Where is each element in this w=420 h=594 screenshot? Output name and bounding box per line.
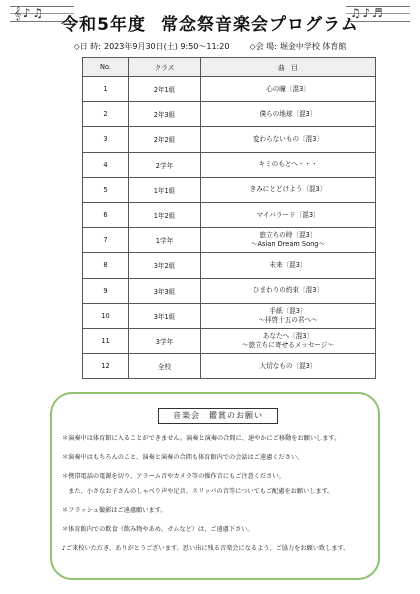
event-info	[0, 41, 420, 52]
table-header-row	[83, 58, 376, 77]
program-song	[201, 228, 376, 253]
table-row	[83, 177, 376, 202]
song-title-line: ～Asian Dream Song～	[250, 240, 326, 249]
program-table	[82, 57, 376, 379]
notice-item: ＊演奏中は体育館に入ることができません。演奏と演奏の合間に、速やかにご移動をお願いします。	[62, 435, 341, 442]
song-title-line: あなたへ〔混3〕	[262, 331, 314, 340]
song-title-line: ひまわりの約束〔混3〕	[252, 286, 324, 295]
song-title-line: ～拝啓十五の君へ～	[258, 315, 318, 324]
table-row	[83, 127, 376, 152]
page-title	[0, 10, 420, 35]
song-title-line: マイバラード〔混3〕	[256, 210, 320, 219]
table-row	[83, 77, 376, 102]
place-label: ◇会 場:	[249, 42, 277, 51]
program-number: 3	[83, 127, 129, 152]
date-value: 2023年9月30日(土) 9:50～11:20	[104, 42, 230, 51]
table-row	[83, 303, 376, 328]
table-row	[83, 102, 376, 127]
date-label: ◇日 時:	[73, 42, 101, 51]
song-title-line: キミのもとへ・・・	[258, 160, 318, 169]
table-row	[83, 354, 376, 379]
song-title-line: 僕らの地球〔混3〕	[259, 109, 317, 118]
song-title-line: 大切なもの〔混3〕	[259, 361, 317, 370]
notice-title: 音楽会 鑑賞のお願い	[158, 408, 278, 424]
program-number: 6	[83, 202, 129, 227]
program-song	[201, 177, 376, 202]
program-song	[201, 328, 376, 353]
program-number: 4	[83, 152, 129, 177]
notice-item: ＊体育館内での飲食（飲み物やあめ、ガムなど）は、ご遠慮下さい。	[62, 526, 254, 533]
program-song	[201, 354, 376, 379]
notice-list	[62, 434, 376, 563]
program-class: 1年2組	[129, 202, 201, 227]
table-row	[83, 253, 376, 278]
song-title-line: 心の瞳〔混3〕	[266, 84, 310, 93]
notice-item: ＊フラッシュ撮影はご遠慮願います。	[62, 507, 167, 514]
program-number: 11	[83, 328, 129, 353]
song-title-line: きみにとどけよう〔混3〕	[249, 185, 327, 194]
program-number: 2	[83, 102, 129, 127]
song-title-line: 旅立ちの時〔混3〕	[259, 231, 317, 240]
place-value: 堀金中学校 体育館	[279, 42, 347, 51]
program-number: 5	[83, 177, 129, 202]
program-song	[201, 253, 376, 278]
program-number: 12	[83, 354, 129, 379]
notice-box	[50, 392, 380, 580]
program-number: 8	[83, 253, 129, 278]
notice-item: ＊携帯電話の電源を切り、アラーム音やカメラ等の操作音にもご注意ください。	[62, 473, 285, 480]
date-row	[74, 41, 230, 52]
program-class: 3年3組	[129, 278, 201, 303]
title-event: 常念祭音楽会プログラム	[160, 15, 359, 35]
song-title-line: 手紙〔混3〕	[269, 306, 307, 315]
program-song	[201, 127, 376, 152]
song-title-line: 変わらないもの〔混3〕	[252, 134, 324, 143]
program-class: 3年2組	[129, 253, 201, 278]
place-row	[249, 41, 346, 52]
program-song	[201, 152, 376, 177]
program-song	[201, 77, 376, 102]
program-song	[201, 202, 376, 227]
notice-item: ♪ご来校いただき、ありがとうございます。思い出に残る音楽会になるよう、ご協力をお願い致します。	[62, 545, 350, 552]
table-row	[83, 152, 376, 177]
table-row	[83, 228, 376, 253]
program-number: 1	[83, 77, 129, 102]
program-class: 全校	[129, 354, 201, 379]
title-year: 令和5年度	[61, 15, 147, 35]
program-number: 10	[83, 303, 129, 328]
table-row	[83, 278, 376, 303]
music-note-icon: 𝄞 ♪ ♫	[14, 6, 43, 20]
column-header-song: 曲 目	[201, 58, 376, 77]
program-song	[201, 303, 376, 328]
notice-item: また、小さなお子さんのしゃべり声や足音、スリッパの音等についてもご配慮をお願いします。	[62, 488, 334, 495]
program-class: 3学年	[129, 328, 201, 353]
program-number: 7	[83, 228, 129, 253]
program-class: 2年3組	[129, 102, 201, 127]
program-song	[201, 102, 376, 127]
program-song	[201, 278, 376, 303]
program-class: 1学年	[129, 228, 201, 253]
song-title-line: ～旅立ちに寄せるメッセージ～	[242, 340, 334, 349]
music-note-icon: ♫ ♪ ♬	[350, 6, 382, 20]
column-header-class: クラス	[129, 58, 201, 77]
program-class: 1年1組	[129, 177, 201, 202]
column-header-no: No.	[83, 58, 129, 77]
program-class: 3年1組	[129, 303, 201, 328]
song-title-line: 未来〔混3〕	[269, 260, 307, 269]
program-class: 2年1組	[129, 77, 201, 102]
program-class: 2年2組	[129, 127, 201, 152]
table-row	[83, 202, 376, 227]
program-class: 2学年	[129, 152, 201, 177]
table-row	[83, 328, 376, 353]
program-number: 9	[83, 278, 129, 303]
notice-item: ＊演奏中はもちろんのこと、演奏と演奏の合間も体育館内での会話はご遠慮ください。	[62, 454, 304, 461]
program-table-body	[83, 77, 376, 379]
